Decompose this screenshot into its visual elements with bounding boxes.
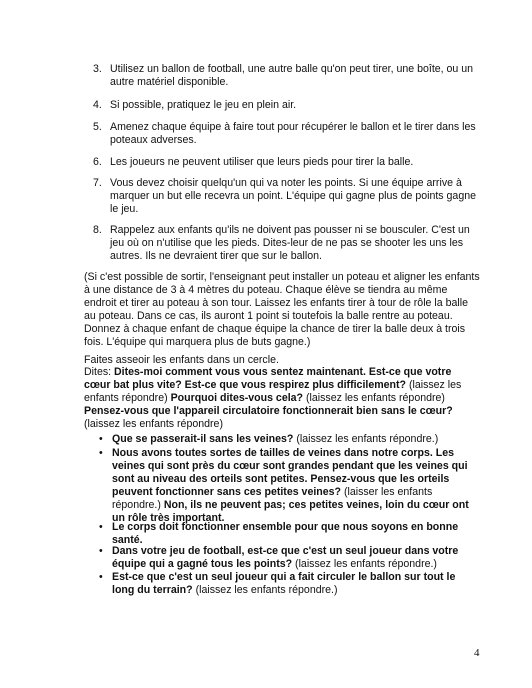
- item-text: Rappelez aux enfants qu'ils ne doivent pas pousser ni se bousculer. C'est un jeu où on n'utilise que les pieds. Dites-leur de ne pas se shooter les uns les autres. Ils ne devraient tirer que sur le ballon.: [110, 224, 470, 262]
- bullet-icon: •: [99, 521, 103, 533]
- page-number: 4: [474, 647, 480, 659]
- dites-label: Dites:: [84, 366, 115, 378]
- bullet-item-1: [99, 433, 480, 446]
- question-3-note: (laissez les enfants répondre): [84, 418, 223, 430]
- bullet-icon: •: [99, 571, 103, 583]
- item-number: 8.: [93, 224, 102, 236]
- bullet-note: (laisser les enfants répondre.): [112, 486, 433, 511]
- numbered-item-7: [93, 177, 485, 216]
- bullet-item-4: [99, 545, 480, 571]
- bullet-note: (laissez les enfants répondre.): [293, 433, 439, 445]
- dialogue-intro: Faites asseoir les enfants dans un cercle.: [84, 354, 279, 366]
- numbered-item-5: [93, 121, 485, 147]
- item-number: 7.: [93, 177, 102, 189]
- item-text: Amenez chaque équipe à faire tout pour récupérer le ballon et le tirer dans les poteaux adverses.: [110, 121, 476, 146]
- question-2: Pourquoi dites-vous cela?: [170, 392, 304, 404]
- numbered-item-3: [93, 63, 485, 89]
- bullet-icon: •: [99, 545, 103, 557]
- dialogue-questions: [84, 366, 480, 431]
- numbered-item-6: [93, 156, 485, 169]
- item-text: Si possible, pratiquez le jeu en plein air.: [110, 99, 297, 111]
- bullet-item-2: [99, 447, 480, 525]
- numbered-item-4: [93, 99, 485, 112]
- bullet-bold: Est-ce que c'est un seul joueur qui a fait circuler le ballon sur tout le long du terrain?: [112, 571, 456, 596]
- question-2-note: (laissez les enfants répondre): [303, 392, 445, 404]
- bullet-bold: Que se passerait-il sans les veines?: [112, 433, 294, 445]
- bullet-item-3: [99, 521, 480, 547]
- bullet-bold-2: Non, ils ne peuvent pas; ces petites veines, loin du cœur ont un rôle très important.: [112, 499, 469, 524]
- question-3: Pensez-vous que l'appareil circulatoire fonctionnerait bien sans le cœur?: [84, 405, 453, 417]
- bullet-item-5: [99, 571, 480, 597]
- item-text: Les joueurs ne peuvent utiliser que leurs pieds pour tirer la balle.: [110, 156, 414, 168]
- item-number: 4.: [93, 99, 102, 111]
- item-number: 6.: [93, 156, 102, 168]
- bullet-bold: Le corps doit fonctionner ensemble pour que nous soyons en bonne santé.: [112, 521, 459, 546]
- question-1: Dites-moi comment vous vous sentez maintenant. Est-ce que votre cœur bat plus vite? Est-ce que vous respirez plus difficilement?: [84, 366, 452, 391]
- bullet-note: (laissez les enfants répondre.): [292, 558, 437, 570]
- bullet-note: (laissez les enfants répondre.): [192, 584, 338, 596]
- item-text: Vous devez choisir quelqu'un qui va noter les points. Si une équipe arrive à marquer un but elle recevra un point. L'équipe qui gagne plus de points gagne le jeu.: [110, 177, 477, 215]
- outdoor-paragraph: (Si c'est possible de sortir, l'enseignant peut installer un poteau et aligner les enfants à une distance de 3 à 4 mètres du poteau. Chaque élève se tiendra au même endroit et tirer au poteau à son tour. Laissez les enfants tirer à tour de rôle la balle au poteau. Dans ce cas, ils auront 1 point si toutefois la balle rentre au poteau. Donnez à chaque enfant de chaque équipe la chance de tirer la balle deux à trois fois. L'équipe qui marquera plus de buts gagne.): [84, 271, 480, 348]
- item-number: 3.: [93, 63, 102, 75]
- bullet-icon: •: [99, 433, 103, 445]
- bullet-bold: Dans votre jeu de football, est-ce que c'est un seul joueur dans votre équipe qui a gagné tous les points?: [112, 545, 459, 570]
- bullet-icon: •: [99, 447, 103, 459]
- item-number: 5.: [93, 121, 102, 133]
- bullet-bold: Nous avons toutes sortes de tailles de veines dans notre corps. Les veines qui sont près du cœur sont grandes pendant que les veines qui sont au niveau des orteils sont petites. Pensez-vous que les orteils peuvent fonctionner sans ces petites veines?: [112, 447, 468, 498]
- numbered-item-8: [93, 224, 485, 263]
- item-text: Utilisez un ballon de football, une autre balle qu'on peut tirer, une boîte, ou un autre matériel disponible.: [110, 63, 474, 88]
- question-1-note: (laissez les enfants répondre): [84, 379, 462, 404]
